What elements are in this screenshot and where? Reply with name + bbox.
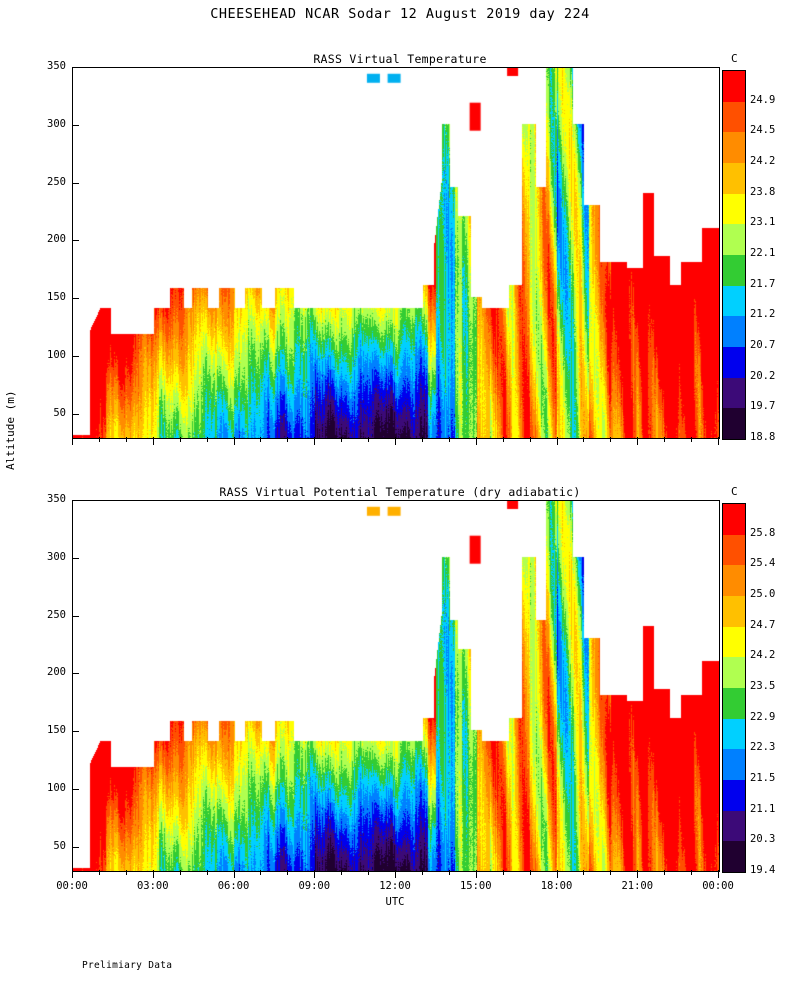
colorbar-segment: [723, 102, 745, 133]
x-tick-mark: [99, 437, 100, 442]
colorbar-tick-label: 24.9: [750, 93, 776, 106]
x-tick-label: 06:00: [217, 880, 250, 892]
colorbar-tick-label: 25.8: [750, 526, 776, 539]
x-tick-mark: [557, 870, 558, 878]
colorbar-segment: [723, 688, 745, 719]
x-tick-mark: [449, 437, 450, 442]
x-tick-mark: [234, 437, 235, 445]
colorbar-segment: [723, 347, 745, 378]
y-tick-label: 250: [47, 608, 66, 621]
colorbar-tick-label: 21.1: [750, 802, 776, 815]
x-tick-mark: [180, 870, 181, 875]
x-tick-mark: [449, 870, 450, 875]
x-tick-mark: [664, 437, 665, 442]
colorbar-segment: [723, 316, 745, 347]
x-tick-mark: [260, 437, 261, 442]
x-tick-mark: [610, 870, 611, 875]
y-tick-label: 350: [47, 60, 66, 72]
colorbar-segment: [723, 286, 745, 317]
colorbar-title-top: C: [731, 52, 738, 65]
figure-title: CHEESEHEAD NCAR Sodar 12 August 2019 day 224: [210, 6, 590, 22]
y-tick-label: 100: [47, 782, 66, 795]
colorbar-tick-label: 23.1: [750, 216, 776, 229]
colorbar-tick-label: 25.4: [750, 557, 776, 570]
colorbar-segment: [723, 627, 745, 658]
footer-note: Prelimiary Data: [82, 960, 173, 971]
colorbar-segment: [723, 194, 745, 225]
colorbar-tick-label: 24.2: [750, 649, 776, 662]
x-tick-mark: [637, 870, 638, 878]
x-tick-mark: [503, 437, 504, 442]
x-tick-label: 12:00: [379, 880, 411, 892]
x-tick-mark: [664, 870, 665, 875]
x-axis-label: UTC: [385, 896, 405, 908]
y-tick-label: 300: [47, 550, 66, 563]
x-tick-mark: [557, 437, 558, 445]
y-tick-label: 150: [47, 291, 66, 304]
y-tick-label: 50: [53, 839, 66, 852]
colorbar-tick-label: 25.0: [750, 588, 776, 600]
x-tick-mark: [260, 870, 261, 875]
x-tick-mark: [153, 870, 154, 878]
x-tick-mark: [72, 437, 73, 445]
y-tick-mark: [72, 67, 79, 68]
colorbar-segment: [723, 504, 745, 535]
x-tick-mark: [583, 437, 584, 442]
colorbar-segment: [723, 71, 745, 102]
heatmap-plot-virtual-temperature: [72, 67, 720, 439]
x-tick-mark: [368, 437, 369, 442]
x-tick-mark: [718, 437, 719, 445]
colorbar-segment: [723, 719, 745, 750]
colorbar-segment: [723, 780, 745, 811]
x-tick-mark: [126, 437, 127, 442]
x-tick-label: 03:00: [136, 880, 169, 892]
x-tick-mark: [476, 437, 477, 445]
x-tick-label: 15:00: [459, 880, 492, 892]
x-tick-mark: [503, 870, 504, 875]
colorbar-tick-label: 21.2: [750, 308, 776, 321]
y-tick-label: 100: [47, 349, 66, 362]
colorbar-segment: [723, 811, 745, 842]
colorbar-tick-label: 18.8: [750, 431, 776, 443]
colorbar-tick-label: 24.7: [750, 618, 776, 631]
y-tick-mark: [72, 558, 79, 559]
x-tick-mark: [341, 437, 342, 442]
x-tick-mark: [99, 870, 100, 875]
y-tick-mark: [72, 356, 79, 357]
x-tick-mark: [530, 870, 531, 875]
colorbar-tick-label: 23.8: [750, 185, 776, 198]
colorbar-tick-label: 19.7: [750, 400, 776, 413]
x-tick-mark: [610, 437, 611, 442]
x-tick-mark: [422, 870, 423, 875]
colorbar-tick-label: 22.9: [750, 710, 776, 723]
y-tick-label: 250: [47, 175, 66, 188]
colorbar-tick-label: 23.5: [750, 680, 776, 692]
x-tick-mark: [234, 870, 235, 878]
x-tick-mark: [314, 437, 315, 445]
y-tick-label: 300: [47, 117, 66, 130]
colorbar-segment: [723, 657, 745, 688]
y-tick-mark: [72, 673, 79, 674]
colorbar-tick-label: 24.2: [750, 155, 776, 167]
y-axis-label: Altitude (m): [4, 390, 17, 470]
colorbar-tick-label: 21.5: [750, 772, 776, 784]
y-tick-mark: [72, 414, 79, 415]
x-tick-label: 21:00: [621, 880, 654, 892]
x-tick-label: 00:00: [56, 880, 88, 892]
panel-title-top: RASS Virtual Temperature: [313, 52, 487, 66]
colorbar-tick-label: 20.3: [750, 833, 776, 846]
x-tick-mark: [395, 870, 396, 878]
colorbar-tick-label: 24.5: [750, 124, 776, 137]
y-tick-mark: [72, 500, 79, 501]
y-tick-label: 200: [47, 666, 66, 679]
colorbar-tick-label: 19.4: [750, 864, 776, 876]
y-tick-label: 150: [47, 724, 66, 737]
colorbar-segment: [723, 841, 745, 872]
colorbar-segment: [723, 565, 745, 596]
x-tick-mark: [691, 437, 692, 442]
x-tick-mark: [476, 870, 477, 878]
colorbar-bottom: [722, 503, 746, 873]
colorbar-top: [722, 70, 746, 440]
y-tick-label: 200: [47, 233, 66, 246]
colorbar-segment: [723, 749, 745, 780]
colorbar-tick-label: 22.3: [750, 741, 776, 754]
x-tick-mark: [287, 437, 288, 442]
x-tick-mark: [207, 437, 208, 442]
y-tick-mark: [72, 616, 79, 617]
colorbar-segment: [723, 535, 745, 566]
colorbar-segment: [723, 224, 745, 255]
x-tick-mark: [180, 437, 181, 442]
colorbar-title-bottom: C: [731, 485, 738, 498]
colorbar-segment: [723, 163, 745, 194]
y-tick-mark: [72, 240, 79, 241]
colorbar-tick-label: 20.2: [750, 369, 776, 382]
colorbar-segment: [723, 378, 745, 409]
x-tick-mark: [530, 437, 531, 442]
colorbar-segment: [723, 255, 745, 286]
y-tick-mark: [72, 789, 79, 790]
x-tick-label: 09:00: [298, 880, 331, 892]
x-tick-mark: [153, 437, 154, 445]
x-tick-mark: [72, 870, 73, 878]
y-tick-mark: [72, 847, 79, 848]
y-tick-mark: [72, 298, 79, 299]
y-tick-mark: [72, 183, 79, 184]
x-tick-label: 18:00: [540, 880, 573, 892]
colorbar-tick-label: 20.7: [750, 339, 776, 351]
colorbar-segment: [723, 408, 745, 439]
panel-title-bottom: RASS Virtual Potential Temperature (dry adiabatic): [219, 485, 581, 499]
colorbar-tick-label: 22.1: [750, 247, 776, 259]
y-tick-mark: [72, 125, 79, 126]
y-tick-label: 50: [53, 406, 66, 419]
y-tick-label: 350: [47, 493, 66, 505]
x-tick-mark: [637, 437, 638, 445]
colorbar-segment: [723, 596, 745, 627]
x-tick-label: 00:00: [702, 880, 734, 892]
x-tick-mark: [126, 870, 127, 875]
x-tick-mark: [207, 870, 208, 875]
x-tick-mark: [314, 870, 315, 878]
x-tick-mark: [691, 870, 692, 875]
heatmap-plot-virtual-potential-temperature: [72, 500, 720, 872]
colorbar-segment: [723, 132, 745, 163]
y-tick-mark: [72, 731, 79, 732]
x-tick-mark: [368, 870, 369, 875]
colorbar-tick-label: 21.7: [750, 277, 776, 290]
x-tick-mark: [395, 437, 396, 445]
x-tick-mark: [341, 870, 342, 875]
x-tick-mark: [422, 437, 423, 442]
x-tick-mark: [583, 870, 584, 875]
x-tick-mark: [287, 870, 288, 875]
x-tick-mark: [718, 870, 719, 878]
